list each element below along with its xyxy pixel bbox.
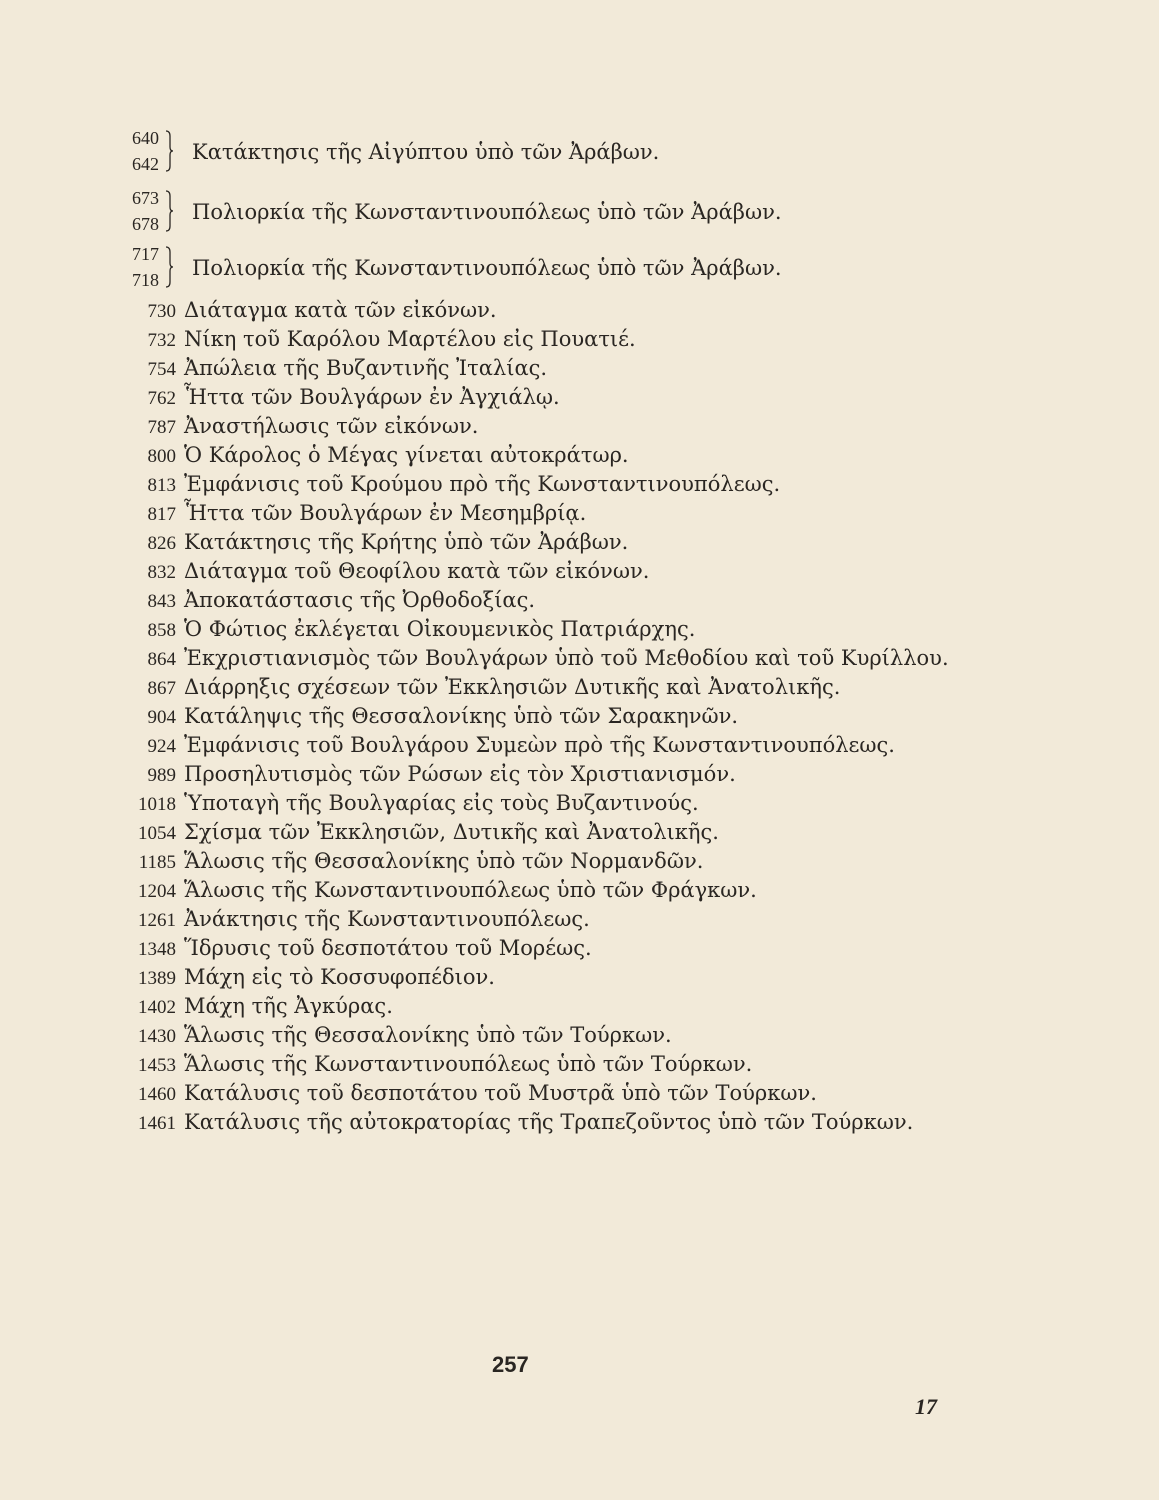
entry-text: Κατάλυσις τῆς αὐτοκρατορίας τῆς Τραπεζοῦντος ὑπὸ τῶν Τούρκων. bbox=[184, 1110, 914, 1134]
entry-year: 832 bbox=[147, 562, 176, 583]
entry-year: 1204 bbox=[138, 881, 176, 902]
entry-year: 1348 bbox=[138, 939, 176, 960]
chronology-entry bbox=[118, 675, 840, 703]
entry-year: 867 bbox=[147, 678, 176, 699]
chronology-entry bbox=[118, 820, 719, 848]
entry-text: Ἧττα τῶν Βουλγάρων ἐν Ἀγχιάλῳ. bbox=[184, 385, 560, 409]
chronology-entry bbox=[118, 791, 699, 819]
brace-icon bbox=[165, 130, 173, 172]
chronology-entry bbox=[118, 878, 757, 906]
brace-icon bbox=[165, 190, 173, 232]
range-year-end: 678 bbox=[132, 214, 159, 234]
chronology-entry bbox=[118, 1023, 672, 1051]
entry-text: Σχίσμα τῶν Ἐκκλησιῶν, Δυτικῆς καὶ Ἀνατολικῆς. bbox=[184, 820, 719, 844]
entry-text: Μάχη τῆς Ἀγκύρας. bbox=[184, 994, 393, 1018]
entry-text: Διάρρηξις σχέσεων τῶν Ἐκκλησιῶν Δυτικῆς καὶ Ἀνατολικῆς. bbox=[184, 675, 841, 699]
range-year-end: 718 bbox=[132, 270, 159, 290]
entry-text: Ἐμφάνισις τοῦ Βουλγάρου Συμεὼν πρὸ τῆς Κωνσταντινουπόλεως. bbox=[184, 733, 895, 757]
chronology-entry bbox=[118, 965, 495, 993]
entry-year: 813 bbox=[147, 475, 176, 496]
entry-text: Κατάληψις τῆς Θεσσαλονίκης ὑπὸ τῶν Σαρακηνῶν. bbox=[184, 704, 739, 728]
entry-text: Ὁ Κάρολος ὁ Μέγας γίνεται αὐτοκράτωρ. bbox=[184, 443, 629, 467]
range-entry bbox=[132, 128, 1032, 178]
chronology-entry bbox=[118, 762, 736, 790]
entry-text: Διάταγμα κατὰ τῶν εἰκόνων. bbox=[184, 298, 497, 322]
entry-text: Κατάκτησις τῆς Κρήτης ὑπὸ τῶν Ἀράβων. bbox=[184, 530, 629, 554]
entry-text: Ὑποταγὴ τῆς Βουλγαρίας εἰς τοὺς Βυζαντινούς. bbox=[184, 791, 699, 815]
chronology-entry bbox=[118, 327, 636, 355]
entry-text: Κατάλυσις τοῦ δεσποτάτου τοῦ Μυστρᾶ ὑπὸ τῶν Τούρκων. bbox=[184, 1081, 817, 1105]
range-entry bbox=[132, 244, 1032, 294]
chronology-entry bbox=[118, 907, 590, 935]
entry-text: Ἀποκατάστασις τῆς Ὀρθοδοξίας. bbox=[184, 588, 536, 612]
chronology-entry bbox=[118, 414, 478, 442]
range-text: Κατάκτησις τῆς Αἰγύπτου ὑπὸ τῶν Ἀράβων. bbox=[192, 140, 660, 164]
chronology-entry bbox=[118, 443, 629, 471]
entry-year: 904 bbox=[147, 707, 176, 728]
page-number: 257 bbox=[492, 1352, 529, 1377]
entry-year: 1453 bbox=[138, 1055, 176, 1076]
range-text: Πολιορκία τῆς Κωνσταντινουπόλεως ὑπὸ τῶν Ἀράβων. bbox=[192, 200, 782, 224]
entry-text: Ἵδρυσις τοῦ δεσποτάτου τοῦ Μορέως. bbox=[184, 936, 592, 960]
chronology-entry bbox=[118, 617, 695, 645]
entry-text: Ἀναστήλωσις τῶν εἰκόνων. bbox=[184, 414, 479, 438]
chronology-entry bbox=[118, 1052, 752, 1080]
chronology-entry bbox=[118, 733, 895, 761]
entry-text: Νίκη τοῦ Καρόλου Μαρτέλου εἰς Πουατιέ. bbox=[184, 327, 636, 351]
entry-year: 817 bbox=[147, 504, 176, 525]
entry-year: 1185 bbox=[138, 852, 176, 873]
entry-text: Ἐμφάνισις τοῦ Κρούμου πρὸ τῆς Κωνσταντινουπόλεως. bbox=[184, 472, 781, 496]
entry-text: Ἀπώλεια τῆς Βυζαντινῆς Ἰταλίας. bbox=[184, 356, 548, 380]
entry-year: 1054 bbox=[138, 823, 176, 844]
chronology-entry bbox=[118, 994, 393, 1022]
entry-year: 924 bbox=[147, 736, 176, 757]
chronology-entry bbox=[118, 704, 738, 732]
chronology-entry bbox=[118, 472, 780, 500]
entry-text: Ὁ Φώτιος ἐκλέγεται Οἰκουμενικὸς Πατριάρχης. bbox=[184, 617, 696, 641]
range-year-start: 640 bbox=[132, 128, 159, 148]
range-year-end: 642 bbox=[132, 154, 159, 174]
entry-year: 787 bbox=[147, 417, 176, 438]
range-text: Πολιορκία τῆς Κωνσταντινουπόλεως ὑπὸ τῶν Ἀράβων. bbox=[192, 256, 782, 280]
entry-year: 989 bbox=[147, 765, 176, 786]
chronology-entry bbox=[118, 1081, 817, 1109]
chronology-entry bbox=[118, 559, 649, 587]
entry-text: Διάταγμα τοῦ Θεοφίλου κατὰ τῶν εἰκόνων. bbox=[184, 559, 650, 583]
range-entry bbox=[132, 188, 1032, 238]
entry-year: 732 bbox=[147, 330, 176, 351]
entry-year: 730 bbox=[147, 301, 176, 322]
entry-text: Μάχη εἰς τὸ Κοσσυφοπέδιον. bbox=[184, 965, 495, 989]
chronology-entry bbox=[118, 849, 703, 877]
entry-year: 858 bbox=[147, 620, 176, 641]
chronology-entry bbox=[118, 936, 592, 964]
entry-year: 1402 bbox=[138, 997, 176, 1018]
range-year-start: 717 bbox=[132, 244, 159, 264]
chronology-entry bbox=[118, 1110, 913, 1138]
entry-text: Προσηλυτισμὸς τῶν Ρώσων εἰς τὸν Χριστιανισμόν. bbox=[184, 762, 736, 786]
entry-year: 1261 bbox=[138, 910, 176, 931]
brace-icon bbox=[165, 246, 173, 288]
entry-year: 1461 bbox=[138, 1113, 176, 1134]
entry-year: 1389 bbox=[138, 968, 176, 989]
chronology-entry bbox=[118, 588, 535, 616]
chronology-entry bbox=[118, 385, 560, 413]
entry-text: Ἅλωσις τῆς Κωνσταντινουπόλεως ὑπὸ τῶν Τούρκων. bbox=[184, 1052, 753, 1076]
entry-year: 1430 bbox=[138, 1026, 176, 1047]
entry-text: Ἅλωσις τῆς Θεσσαλονίκης ὑπὸ τῶν Τούρκων. bbox=[184, 1023, 672, 1047]
entry-year: 762 bbox=[147, 388, 176, 409]
entry-text: Ἐκχριστιανισμὸς τῶν Βουλγάρων ὑπὸ τοῦ Μεθοδίου καὶ τοῦ Κυρίλλου. bbox=[184, 646, 949, 670]
entry-text: Ἅλωσις τῆς Θεσσαλονίκης ὑπὸ τῶν Νορμανδῶν. bbox=[184, 849, 704, 873]
entry-year: 864 bbox=[147, 649, 176, 670]
entry-text: Ἅλωσις τῆς Κωνσταντινουπόλεως ὑπὸ τῶν Φράγκων. bbox=[184, 878, 757, 902]
entry-year: 754 bbox=[147, 359, 176, 380]
entry-text: Ἀνάκτησις τῆς Κωνσταντινουπόλεως. bbox=[184, 907, 590, 931]
entry-year: 826 bbox=[147, 533, 176, 554]
entry-text: Ἧττα τῶν Βουλγάρων ἐν Μεσημβρίᾳ. bbox=[184, 501, 587, 525]
chronology-entry bbox=[118, 646, 949, 674]
chronology-entry bbox=[118, 298, 497, 326]
signature-mark: 17 bbox=[915, 1394, 937, 1419]
entry-year: 1460 bbox=[138, 1084, 176, 1105]
chronology-entry bbox=[118, 501, 586, 529]
range-year-start: 673 bbox=[132, 188, 159, 208]
entry-year: 843 bbox=[147, 591, 176, 612]
chronology-entry bbox=[118, 530, 628, 558]
entry-year: 1018 bbox=[138, 794, 176, 815]
entry-year: 800 bbox=[147, 446, 176, 467]
chronology-entry bbox=[118, 356, 547, 384]
